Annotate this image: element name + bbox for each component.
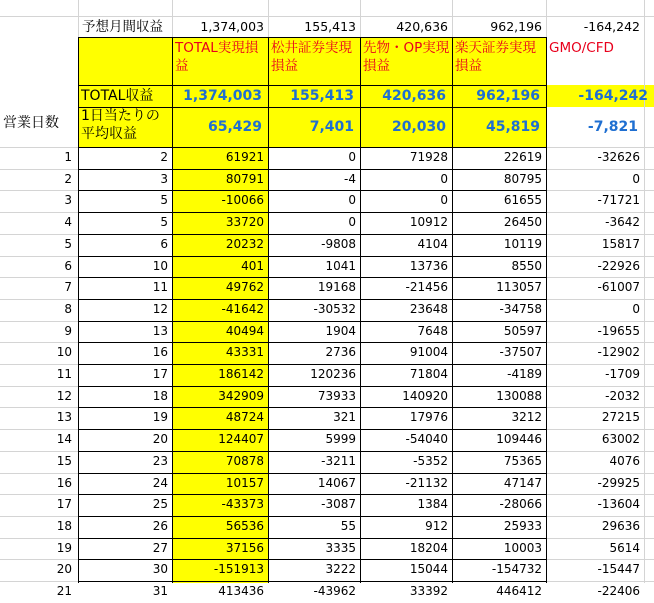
rakuten-cell[interactable]: 61655	[503, 193, 542, 207]
forecast-value[interactable]: 420,636	[396, 19, 448, 34]
day-cell[interactable]: 6	[160, 237, 168, 251]
average-value[interactable]: 7,401	[309, 119, 354, 135]
total-value[interactable]: 962,196	[476, 88, 540, 104]
futures-cell[interactable]: 0	[440, 172, 448, 186]
futures-cell[interactable]: -5352	[413, 454, 448, 468]
day-cell[interactable]: 13	[152, 324, 168, 338]
gmo-cell[interactable]: 63002	[601, 432, 640, 446]
rakuten-cell[interactable]: 446412	[496, 584, 542, 598]
futures-cell[interactable]: 71804	[409, 367, 448, 381]
total-cell[interactable]: 43331	[225, 345, 264, 359]
rakuten-cell[interactable]: 47147	[503, 476, 542, 490]
futures-cell[interactable]: 71928	[409, 150, 448, 164]
total-cell[interactable]: 56536	[225, 519, 264, 533]
total-cell[interactable]: 49762	[225, 280, 264, 294]
matsui-cell[interactable]: 5999	[325, 432, 356, 446]
rakuten-cell[interactable]: -37507	[499, 345, 542, 359]
matsui-cell[interactable]: 0	[348, 193, 356, 207]
matsui-cell[interactable]: -3211	[321, 454, 356, 468]
total-cell[interactable]: 48724	[225, 410, 264, 424]
matsui-cell[interactable]: 1904	[325, 324, 356, 338]
day-cell[interactable]: 18	[152, 389, 168, 403]
gmo-cell[interactable]: -61007	[597, 280, 640, 294]
row-number[interactable]: 16	[56, 476, 72, 490]
total-value[interactable]: -164,242	[578, 88, 648, 104]
day-cell[interactable]: 5	[160, 215, 168, 229]
row-number[interactable]: 6	[64, 259, 72, 273]
total-cell[interactable]: 61921	[225, 150, 264, 164]
day-cell[interactable]: 12	[152, 302, 168, 316]
gmo-cell[interactable]: 4076	[609, 454, 640, 468]
matsui-cell[interactable]: 1041	[325, 259, 356, 273]
forecast-value[interactable]: 155,413	[304, 19, 356, 34]
total-value[interactable]: 155,413	[290, 88, 354, 104]
total-cell[interactable]: -151913	[213, 562, 264, 576]
total-cell[interactable]: 40494	[225, 324, 264, 338]
matsui-cell[interactable]: 0	[348, 215, 356, 229]
day-cell[interactable]: 2	[160, 150, 168, 164]
row-number[interactable]: 15	[56, 454, 72, 468]
futures-cell[interactable]: 15044	[409, 562, 448, 576]
day-cell[interactable]: 10	[152, 259, 168, 273]
row-number[interactable]: 1	[64, 150, 72, 164]
rakuten-cell[interactable]: 113057	[496, 280, 542, 294]
day-cell[interactable]: 24	[152, 476, 168, 490]
futures-cell[interactable]: 912	[425, 519, 448, 533]
day-cell[interactable]: 16	[152, 345, 168, 359]
total-cell[interactable]: 80791	[225, 172, 264, 186]
row-number[interactable]: 19	[56, 541, 72, 555]
total-cell[interactable]: 342909	[218, 389, 264, 403]
futures-cell[interactable]: 23648	[409, 302, 448, 316]
futures-cell[interactable]: 17976	[409, 410, 448, 424]
futures-cell[interactable]: 91004	[409, 345, 448, 359]
futures-cell[interactable]: 0	[440, 193, 448, 207]
rakuten-cell[interactable]: 80795	[503, 172, 542, 186]
day-cell[interactable]: 25	[152, 497, 168, 511]
futures-cell[interactable]: 33392	[409, 584, 448, 598]
rakuten-cell[interactable]: 10003	[503, 541, 542, 555]
matsui-cell[interactable]: 73933	[317, 389, 356, 403]
column-header[interactable]: 先物・OP実現損益	[363, 40, 450, 74]
row-number[interactable]: 4	[64, 215, 72, 229]
rakuten-cell[interactable]: 10119	[503, 237, 542, 251]
total-cell[interactable]: -43373	[221, 497, 264, 511]
matsui-cell[interactable]: 14067	[317, 476, 356, 490]
day-cell[interactable]: 3	[160, 172, 168, 186]
futures-cell[interactable]: 1384	[417, 497, 448, 511]
gmo-cell[interactable]: -3642	[605, 215, 640, 229]
column-header[interactable]: 楽天証券実現損益	[455, 40, 536, 74]
row-number[interactable]: 12	[56, 389, 72, 403]
forecast-value[interactable]: 962,196	[490, 19, 542, 34]
row-number[interactable]: 8	[64, 302, 72, 316]
total-cell[interactable]: 10157	[225, 476, 264, 490]
row-number[interactable]: 3	[64, 193, 72, 207]
gmo-cell[interactable]: 0	[632, 172, 640, 186]
matsui-cell[interactable]: -43962	[313, 584, 356, 598]
matsui-cell[interactable]: 321	[333, 410, 356, 424]
rakuten-cell[interactable]: 50597	[503, 324, 542, 338]
rakuten-cell[interactable]: 75365	[503, 454, 542, 468]
day-cell[interactable]: 17	[152, 367, 168, 381]
matsui-cell[interactable]: -4	[344, 172, 356, 186]
row-number[interactable]: 9	[64, 324, 72, 338]
futures-cell[interactable]: 18204	[409, 541, 448, 555]
day-cell[interactable]: 11	[152, 280, 168, 294]
gmo-cell[interactable]: 0	[632, 302, 640, 316]
rakuten-cell[interactable]: 26450	[503, 215, 542, 229]
day-cell[interactable]: 30	[152, 562, 168, 576]
row-number[interactable]: 11	[56, 367, 72, 381]
rakuten-cell[interactable]: -28066	[499, 497, 542, 511]
day-cell[interactable]: 20	[152, 432, 168, 446]
gmo-cell[interactable]: -19655	[597, 324, 640, 338]
business-days-label[interactable]: 営業日数	[3, 115, 59, 131]
row-number[interactable]: 13	[56, 410, 72, 424]
matsui-cell[interactable]: -3087	[321, 497, 356, 511]
day-cell[interactable]: 31	[152, 584, 168, 598]
row-number[interactable]: 17	[56, 497, 72, 511]
gmo-cell[interactable]: 29636	[601, 519, 640, 533]
futures-cell[interactable]: 13736	[409, 259, 448, 273]
matsui-cell[interactable]: 3222	[325, 562, 356, 576]
total-cell[interactable]: 20232	[225, 237, 264, 251]
rakuten-cell[interactable]: -4189	[507, 367, 542, 381]
total-cell[interactable]: 70878	[225, 454, 264, 468]
day-cell[interactable]: 23	[152, 454, 168, 468]
row-number[interactable]: 10	[56, 345, 72, 359]
total-cell[interactable]: 186142	[218, 367, 264, 381]
total-cell[interactable]: 33720	[225, 215, 264, 229]
matsui-cell[interactable]: 2736	[325, 345, 356, 359]
futures-cell[interactable]: 140920	[402, 389, 448, 403]
rakuten-cell[interactable]: 109446	[496, 432, 542, 446]
row-number[interactable]: 20	[56, 562, 72, 576]
total-value[interactable]: 1,374,003	[183, 88, 262, 104]
gmo-cell[interactable]: -22926	[597, 259, 640, 273]
rakuten-cell[interactable]: 22619	[503, 150, 542, 164]
row-number[interactable]: 7	[64, 280, 72, 294]
gmo-cell[interactable]: -32626	[597, 150, 640, 164]
total-cell[interactable]: -41642	[221, 302, 264, 316]
gmo-cell[interactable]: -71721	[597, 193, 640, 207]
gmo-cell[interactable]: 5614	[609, 541, 640, 555]
matsui-cell[interactable]: 0	[348, 150, 356, 164]
futures-cell[interactable]: 4104	[417, 237, 448, 251]
row-number[interactable]: 5	[64, 237, 72, 251]
average-value[interactable]: 20,030	[391, 119, 446, 135]
rakuten-cell[interactable]: -34758	[499, 302, 542, 316]
row-number[interactable]: 21	[56, 584, 72, 598]
matsui-cell[interactable]: -9808	[321, 237, 356, 251]
total-cell[interactable]: 124407	[218, 432, 264, 446]
forecast-label[interactable]: 予想月間収益	[82, 19, 163, 35]
futures-cell[interactable]: -21132	[405, 476, 448, 490]
gmo-cell[interactable]: 15817	[601, 237, 640, 251]
column-header[interactable]: 松井証券実現損益	[271, 40, 352, 74]
rakuten-cell[interactable]: 3212	[511, 410, 542, 424]
row-number[interactable]: 18	[56, 519, 72, 533]
day-cell[interactable]: 5	[160, 193, 168, 207]
total-cell[interactable]: 413436	[218, 584, 264, 598]
avg-label[interactable]: 1日当たりの平均収益	[81, 108, 160, 142]
rakuten-cell[interactable]: 25933	[503, 519, 542, 533]
futures-cell[interactable]: -54040	[405, 432, 448, 446]
total-label[interactable]: TOTAL収益	[81, 88, 154, 104]
futures-cell[interactable]: 7648	[417, 324, 448, 338]
total-cell[interactable]: 37156	[225, 541, 264, 555]
gmo-cell[interactable]: -12902	[597, 345, 640, 359]
gmo-cell[interactable]: -15447	[597, 562, 640, 576]
average-value[interactable]: -7,821	[587, 119, 638, 135]
forecast-value[interactable]: 1,374,003	[200, 19, 264, 34]
rakuten-cell[interactable]: -154732	[491, 562, 542, 576]
average-value[interactable]: 65,429	[207, 119, 262, 135]
gmo-cell[interactable]: -1709	[605, 367, 640, 381]
matsui-cell[interactable]: -30532	[313, 302, 356, 316]
average-value[interactable]: 45,819	[485, 119, 540, 135]
rakuten-cell[interactable]: 130088	[496, 389, 542, 403]
gmo-cell[interactable]: 27215	[601, 410, 640, 424]
column-header[interactable]: TOTAL実現損益	[175, 40, 259, 74]
total-value[interactable]: 420,636	[382, 88, 446, 104]
matsui-cell[interactable]: 19168	[317, 280, 356, 294]
rakuten-cell[interactable]: 8550	[511, 259, 542, 273]
futures-cell[interactable]: 10912	[409, 215, 448, 229]
futures-cell[interactable]: -21456	[405, 280, 448, 294]
row-number[interactable]: 2	[64, 172, 72, 186]
gmo-cell[interactable]: -2032	[605, 389, 640, 403]
matsui-cell[interactable]: 3335	[325, 541, 356, 555]
matsui-cell[interactable]: 55	[340, 519, 356, 533]
forecast-value[interactable]: -164,242	[583, 19, 640, 34]
total-cell[interactable]: -10066	[221, 193, 264, 207]
total-cell[interactable]: 401	[241, 259, 264, 273]
row-number[interactable]: 14	[56, 432, 72, 446]
day-cell[interactable]: 27	[152, 541, 168, 555]
matsui-cell[interactable]: 120236	[310, 367, 356, 381]
column-header[interactable]: GMO/CFD	[549, 40, 614, 56]
gmo-cell[interactable]: -22406	[597, 584, 640, 598]
gmo-cell[interactable]: -13604	[597, 497, 640, 511]
day-cell[interactable]: 19	[152, 410, 168, 424]
gmo-cell[interactable]: -29925	[597, 476, 640, 490]
day-cell[interactable]: 26	[152, 519, 168, 533]
